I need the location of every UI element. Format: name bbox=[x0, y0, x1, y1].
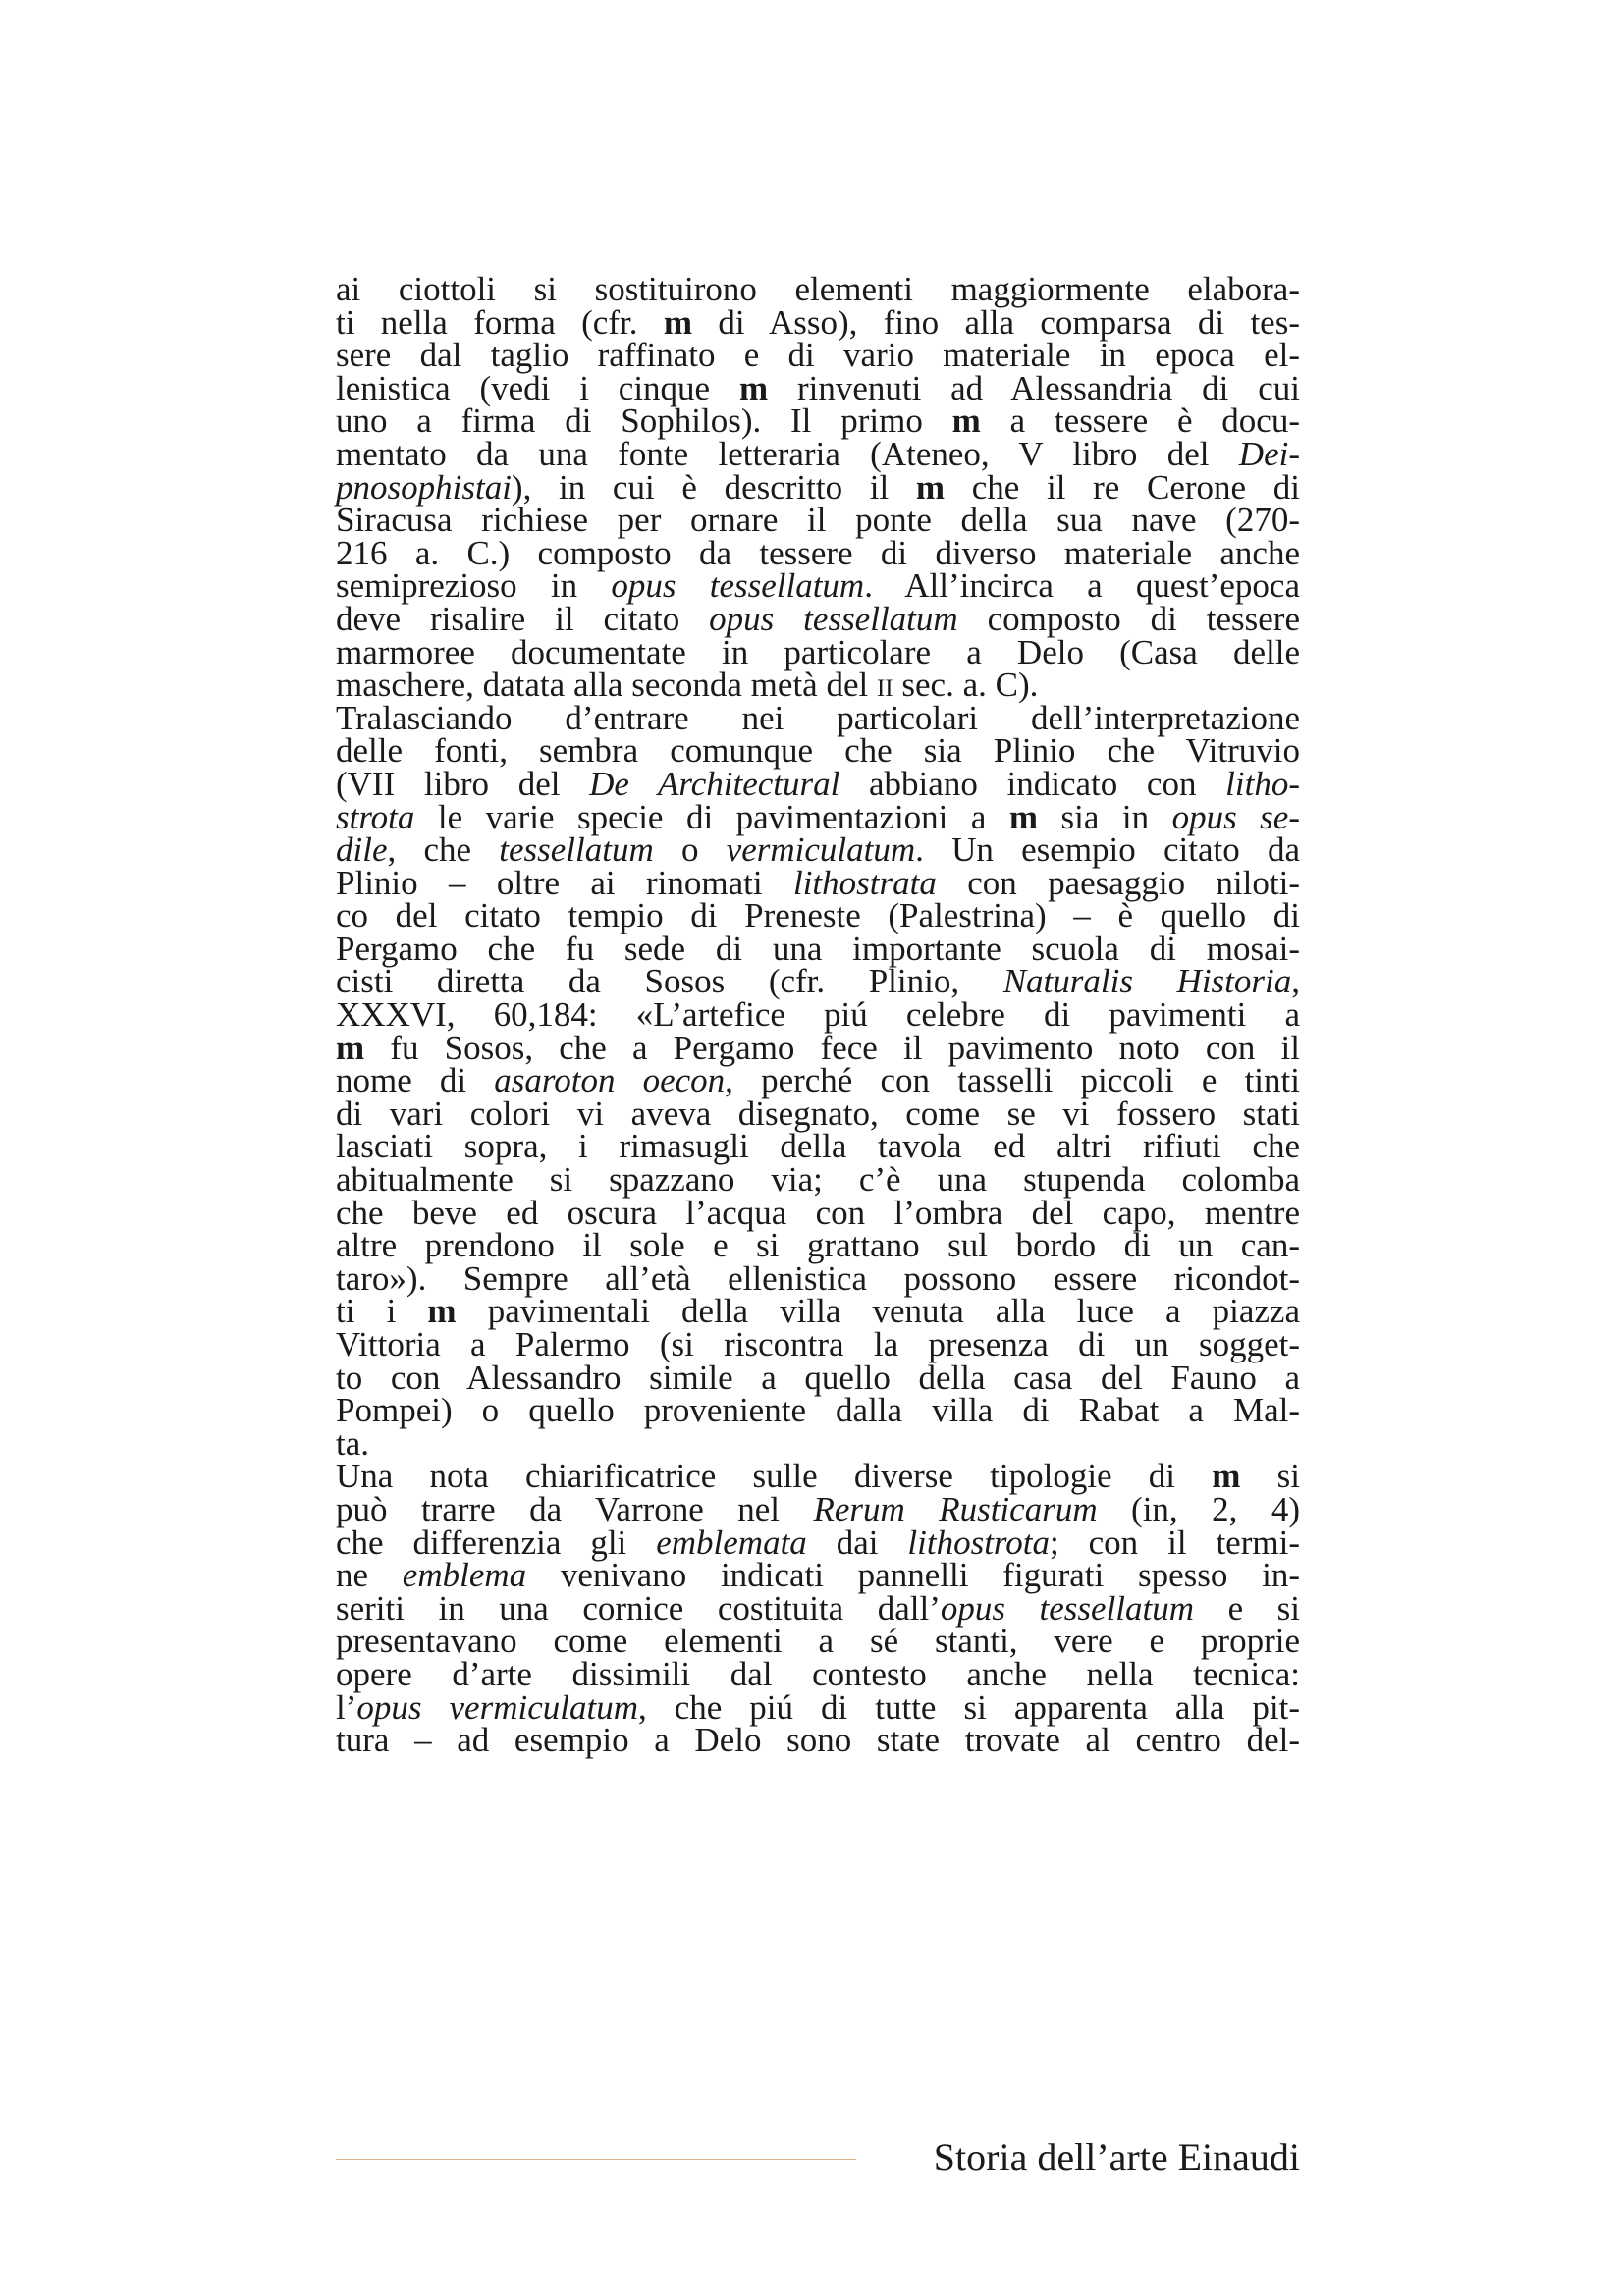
text-line: altre prendono il sole e si grattano sul bordo di un can- bbox=[336, 1226, 1300, 1265]
text-line: pnosophistai), in cui è descritto il m che il re Cerone di bbox=[336, 467, 1300, 507]
text-line: presentavano come elementi a sé stanti, vere e proprie bbox=[336, 1622, 1300, 1661]
text-line: dile, che tessellatum o vermiculatum. Un esempio citato da bbox=[336, 830, 1300, 870]
text-line: tura – ad esempio a Delo sono state trovate al centro del- bbox=[336, 1721, 1300, 1760]
text-line: maschere, datata alla seconda metà del ii sec. a. C). bbox=[336, 666, 1039, 705]
text-line: ai ciottoli si sostituirono elementi maggiormente elabora- bbox=[336, 270, 1300, 308]
text-line: strota le varie specie di pavimentazioni a m sia in opus se- bbox=[336, 797, 1300, 836]
text-line: uno a firma di Sophilos). Il primo m a tessere è docu- bbox=[336, 401, 1300, 441]
text-line: cisti diretta da Sosos (cfr. Plinio, Naturalis Historia, bbox=[336, 962, 1300, 1001]
text-line: ta. bbox=[336, 1423, 370, 1463]
footer-title: Storia dell’arte Einaudi bbox=[933, 2135, 1300, 2179]
text-line: può trarre da Varrone nel Rerum Rusticarum (in, 2, 4) bbox=[336, 1489, 1300, 1528]
text-line: sere dal taglio raffinato e di vario materiale in epoca el- bbox=[336, 336, 1300, 375]
text-line: lasciati sopra, i rimasugli della tavola ed altri rifiuti che bbox=[336, 1127, 1300, 1166]
text-line: nome di asaroton oecon, perché con tasselli piccoli e tinti bbox=[336, 1061, 1300, 1100]
text-line: (VII libro del De Architectural abbiano indicato con litho- bbox=[336, 764, 1300, 803]
footer-rule bbox=[336, 2159, 856, 2160]
text-line: lenistica (vedi i cinque m rinvenuti ad Alessandria di cui bbox=[336, 368, 1300, 407]
text-line: deve risalire il citato opus tessellatum composto di tessere bbox=[336, 599, 1300, 638]
text-line: di vari colori vi aveva disegnato, come se vi fossero stati bbox=[336, 1094, 1300, 1133]
text-line: to con Alessandro simile a quello della casa del Fauno a bbox=[336, 1358, 1300, 1397]
body-text bbox=[336, 270, 1300, 1760]
text-line: XXXVI, 60,184: «L’artefice piú celebre di pavimenti a bbox=[336, 995, 1300, 1035]
text-line: Tralasciando d’entrare nei particolari dell’interpretazione bbox=[336, 698, 1300, 737]
text-line: delle fonti, sembra comunque che sia Plinio che Vitruvio bbox=[336, 731, 1300, 771]
text-line: ti i m pavimentali della villa venuta alla luce a piazza bbox=[336, 1292, 1300, 1331]
text-line: 216 a. C.) composto da tessere di diverso materiale anche bbox=[336, 533, 1300, 572]
text-line: seriti in una cornice costituita dall’opus tessellatum e si bbox=[336, 1588, 1300, 1628]
text-line: taro»). Sempre all’età ellenistica possono essere ricondot- bbox=[336, 1258, 1300, 1298]
text-line: m fu Sosos, che a Pergamo fece il pavimento noto con il bbox=[336, 1028, 1300, 1067]
text-line: opere d’arte dissimili dal contesto anche nella tecnica: bbox=[336, 1654, 1300, 1693]
text-line: che beve ed oscura l’acqua con l’ombra del capo, mentre bbox=[336, 1193, 1300, 1232]
text-line: abitualmente si spazzano via; c’è una stupenda colomba bbox=[336, 1160, 1300, 1200]
text-line: semiprezioso in opus tessellatum. All’incirca a quest’epoca bbox=[336, 566, 1300, 606]
text-line: co del citato tempio di Preneste (Palestrina) – è quello di bbox=[336, 896, 1300, 935]
text-line: che differenzia gli emblemata dai lithostrota; con il termi- bbox=[336, 1522, 1300, 1562]
text-line: Siracusa richiese per ornare il ponte della sua nave (270- bbox=[336, 501, 1300, 540]
text-line: ne emblema venivano indicati pannelli figurati spesso in- bbox=[336, 1556, 1300, 1595]
text-line: Plinio – oltre ai rinomati lithostrata con paesaggio niloti- bbox=[336, 863, 1300, 902]
text-line: ti nella forma (cfr. m di Asso), fino alla comparsa di tes- bbox=[336, 302, 1300, 342]
text-line: Pompei) o quello proveniente dalla villa di Rabat a Mal- bbox=[336, 1391, 1300, 1430]
text-line: Pergamo che fu sede di una importante scuola di mosai- bbox=[336, 929, 1300, 968]
text-line: Una nota chiarificatrice sulle diverse tipologie di m si bbox=[336, 1457, 1300, 1496]
text-line: Vittoria a Palermo (si riscontra la presenza di un sogget- bbox=[336, 1325, 1300, 1363]
text-line: marmoree documentate in particolare a Delo (Casa delle bbox=[336, 632, 1300, 671]
text-line: mentato da una fonte letteraria (Ateneo, V libro del Dei- bbox=[336, 434, 1300, 473]
text-line: l’opus vermiculatum, che piú di tutte si apparenta alla pit- bbox=[336, 1687, 1300, 1727]
